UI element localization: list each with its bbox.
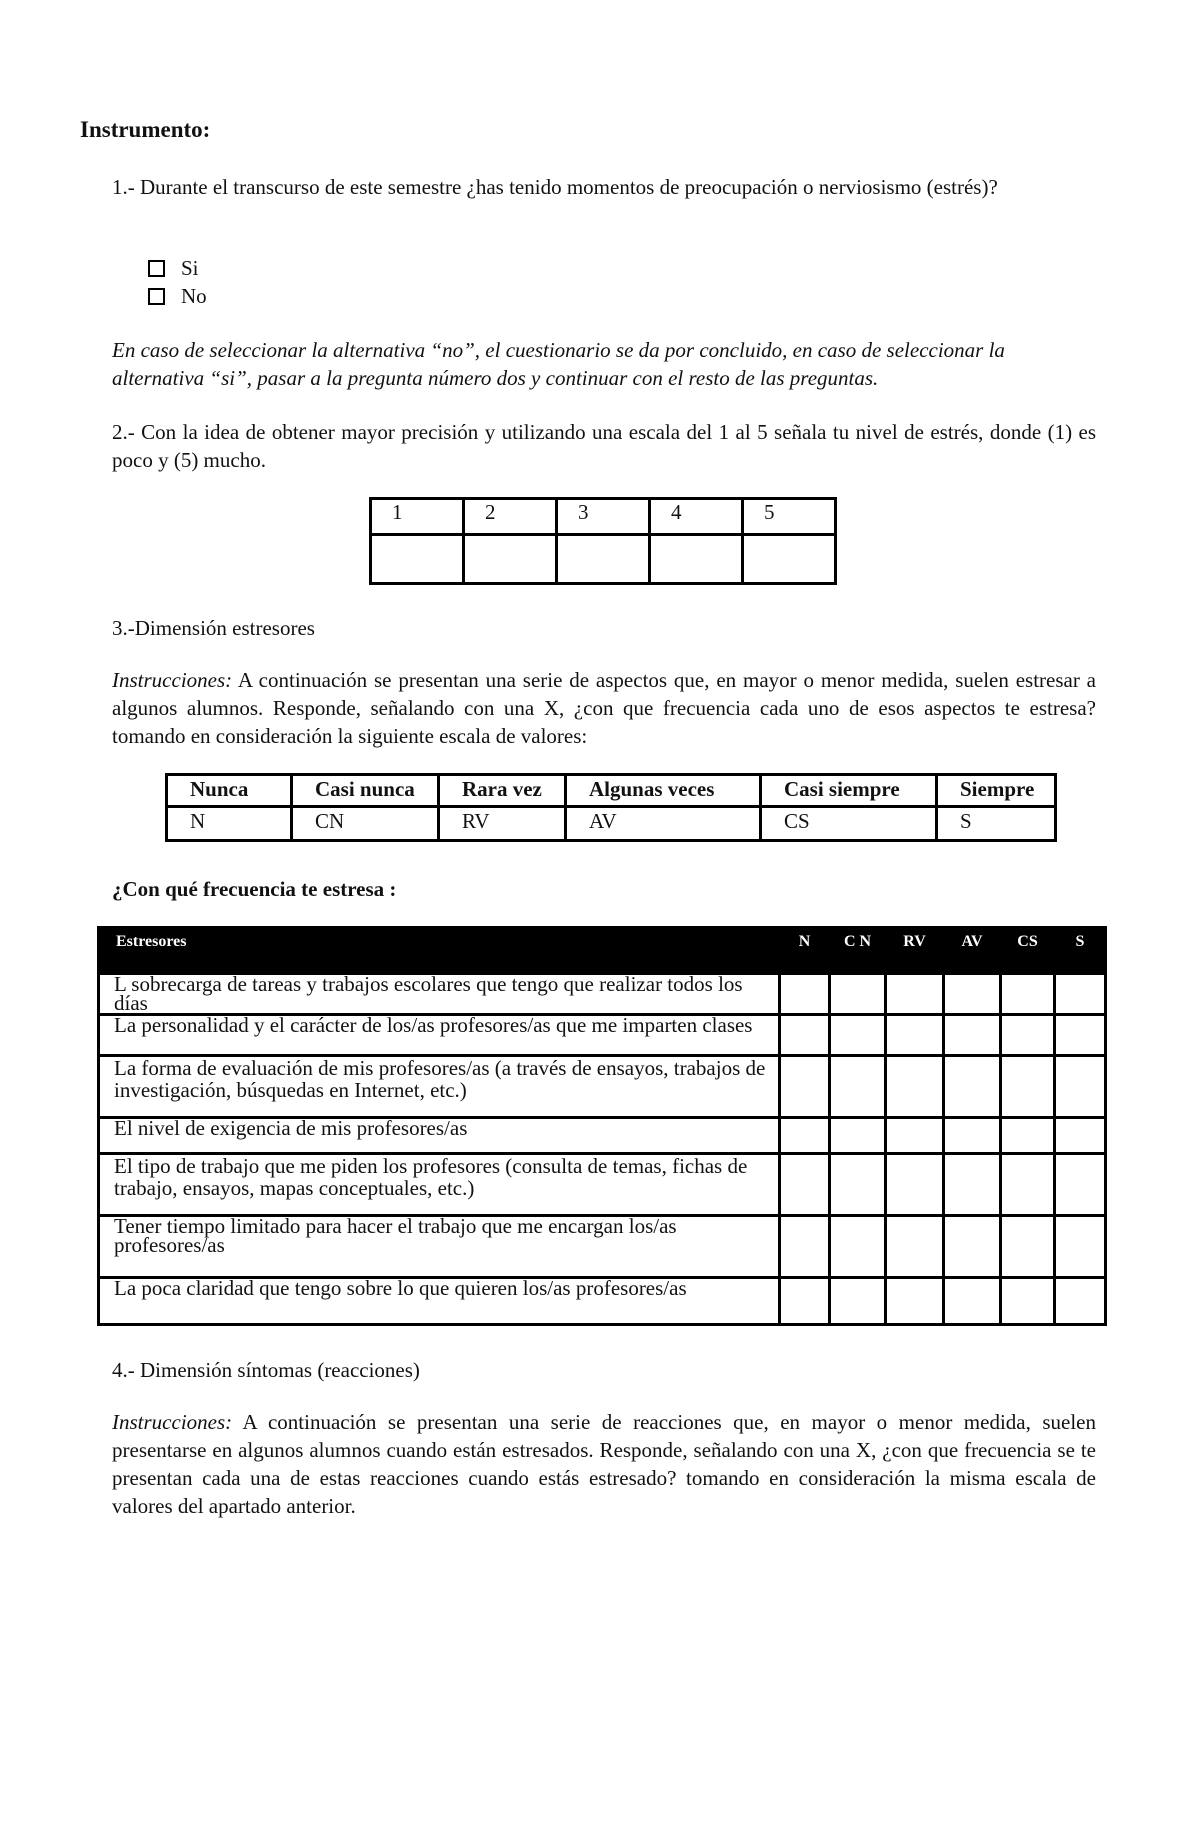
answer-cell[interactable] bbox=[1001, 1118, 1055, 1154]
answer-cell[interactable] bbox=[1001, 1056, 1055, 1118]
legend-code: RV bbox=[439, 807, 566, 841]
answer-cell[interactable] bbox=[1001, 1278, 1055, 1325]
answer-cell[interactable] bbox=[944, 1056, 1001, 1118]
answer-cell[interactable] bbox=[1055, 1015, 1106, 1056]
legend-header: Rara vez bbox=[439, 775, 566, 807]
answer-cell[interactable] bbox=[1001, 974, 1055, 1015]
stressor-label: La forma de evaluación de mis profesores/as (a través de ensayos, trabajos de investigación, búsquedas en Internet, etc.) bbox=[99, 1056, 780, 1118]
instructions-text: A continuación se presentan una serie de aspectos que, en mayor o menor medida, suelen estresar a algunos alumnos. Responde, señalando con una X, ¿con que frecuencia cada uno de esos aspectos te estresa? tomando en consideración la siguiente escala de valores: bbox=[112, 668, 1096, 748]
answer-cell[interactable] bbox=[886, 1118, 944, 1154]
legend-header: Casi siempre bbox=[761, 775, 937, 807]
answer-cell[interactable] bbox=[886, 1056, 944, 1118]
stressor-label: La poca claridad que tengo sobre lo que quieren los/as profesores/as bbox=[99, 1278, 780, 1325]
frequency-question: ¿Con qué frecuencia te estresa : bbox=[112, 877, 397, 901]
answer-cell[interactable] bbox=[830, 974, 886, 1015]
legend-code: N bbox=[167, 807, 292, 841]
option-si[interactable] bbox=[148, 255, 199, 281]
answer-cell[interactable] bbox=[944, 1118, 1001, 1154]
answer-cell[interactable] bbox=[1055, 1216, 1106, 1278]
answer-cell[interactable] bbox=[886, 974, 944, 1015]
stressors-table bbox=[97, 926, 1107, 1326]
scale-cell-3[interactable] bbox=[557, 535, 650, 584]
answer-cell[interactable] bbox=[780, 1216, 830, 1278]
scale-cell-4[interactable] bbox=[650, 535, 743, 584]
instructions-text: A continuación se presentan una serie de reacciones que, en mayor o menor medida, suelen presentarse en algunos alumnos cuando están estresados. Responde, señalando con una X, ¿con que frecuencia se te presentan cada una de estas reacciones cuando estás estresado? tomando en consideración la misma escala de valores del apartado anterior. bbox=[112, 1410, 1096, 1518]
answer-cell[interactable] bbox=[1055, 1118, 1106, 1154]
question-3-title: 3.-Dimensión estresores bbox=[112, 616, 315, 640]
answer-cell[interactable] bbox=[830, 1056, 886, 1118]
answer-cell[interactable] bbox=[944, 974, 1001, 1015]
option-si-label: Si bbox=[181, 256, 199, 280]
stressor-label: L sobrecarga de tareas y trabajos escolares que tengo que realizar todos los días bbox=[99, 974, 780, 1015]
question-1-note: En caso de seleccionar la alternativa “no”, el cuestionario se da por concluido, en caso de seleccionar la alternativa “si”, pasar a la pregunta número dos y continuar con el resto de las preguntas. bbox=[112, 338, 1005, 390]
answer-cell[interactable] bbox=[1001, 1015, 1055, 1056]
answer-cell[interactable] bbox=[780, 974, 830, 1015]
answer-cell[interactable] bbox=[1055, 1278, 1106, 1325]
answer-cell[interactable] bbox=[780, 1015, 830, 1056]
stressor-label: La personalidad y el carácter de los/as profesores/as que me imparten clases bbox=[99, 1015, 780, 1056]
answer-cell[interactable] bbox=[944, 1154, 1001, 1216]
answer-cell[interactable] bbox=[830, 1015, 886, 1056]
legend-code: S bbox=[937, 807, 1056, 841]
checkbox-icon[interactable] bbox=[148, 260, 165, 277]
legend-header: Casi nunca bbox=[292, 775, 439, 807]
answer-cell[interactable] bbox=[886, 1154, 944, 1216]
answer-cell[interactable] bbox=[886, 1216, 944, 1278]
answer-cell[interactable] bbox=[780, 1118, 830, 1154]
frequency-legend-table bbox=[165, 773, 1057, 842]
question-4-title: 4.- Dimensión síntomas (reacciones) bbox=[112, 1358, 420, 1382]
column-header-cs: CS bbox=[1001, 928, 1055, 974]
scale-cell-5[interactable] bbox=[743, 535, 836, 584]
answer-cell[interactable] bbox=[1055, 1154, 1106, 1216]
answer-cell[interactable] bbox=[944, 1278, 1001, 1325]
question-3-instructions bbox=[112, 666, 1096, 750]
instructions-label: Instrucciones: bbox=[112, 668, 233, 692]
answer-cell[interactable] bbox=[780, 1154, 830, 1216]
answer-cell[interactable] bbox=[886, 1015, 944, 1056]
column-header-rv: RV bbox=[886, 928, 944, 974]
question-4-instructions bbox=[112, 1408, 1096, 1520]
answer-cell[interactable] bbox=[1055, 1056, 1106, 1118]
answer-cell[interactable] bbox=[944, 1216, 1001, 1278]
answer-cell[interactable] bbox=[944, 1015, 1001, 1056]
answer-cell[interactable] bbox=[780, 1278, 830, 1325]
answer-cell[interactable] bbox=[1001, 1216, 1055, 1278]
option-no-label: No bbox=[181, 284, 207, 308]
scale-label-4: 4 bbox=[650, 499, 743, 535]
legend-code: AV bbox=[566, 807, 761, 841]
checkbox-icon[interactable] bbox=[148, 288, 165, 305]
scale-label-1: 1 bbox=[371, 499, 464, 535]
stress-scale-table bbox=[369, 497, 837, 585]
column-header-stressors: Estresores bbox=[99, 928, 780, 974]
answer-cell[interactable] bbox=[830, 1216, 886, 1278]
legend-header: Nunca bbox=[167, 775, 292, 807]
legend-code: CS bbox=[761, 807, 937, 841]
instructions-label: Instrucciones: bbox=[112, 1410, 233, 1434]
column-header-cn: C N bbox=[830, 928, 886, 974]
legend-header: Algunas veces bbox=[566, 775, 761, 807]
legend-code: CN bbox=[292, 807, 439, 841]
scale-cell-2[interactable] bbox=[464, 535, 557, 584]
stressor-label: El tipo de trabajo que me piden los profesores (consulta de temas, fichas de trabajo, ensayos, mapas conceptuales, etc.) bbox=[99, 1154, 780, 1216]
stressor-label: Tener tiempo limitado para hacer el trabajo que me encargan los/as profesores/as bbox=[99, 1216, 780, 1278]
answer-cell[interactable] bbox=[886, 1278, 944, 1325]
column-header-av: AV bbox=[944, 928, 1001, 974]
scale-label-3: 3 bbox=[557, 499, 650, 535]
answer-cell[interactable] bbox=[830, 1118, 886, 1154]
answer-cell[interactable] bbox=[780, 1056, 830, 1118]
scale-label-5: 5 bbox=[743, 499, 836, 535]
option-no[interactable] bbox=[148, 283, 207, 309]
answer-cell[interactable] bbox=[830, 1154, 886, 1216]
scale-label-2: 2 bbox=[464, 499, 557, 535]
column-header-s: S bbox=[1055, 928, 1106, 974]
column-header-n: N bbox=[780, 928, 830, 974]
question-1-text: 1.- Durante el transcurso de este semestre ¿has tenido momentos de preocupación o nerviosismo (estrés)? bbox=[112, 175, 998, 199]
stressor-label: El nivel de exigencia de mis profesores/as bbox=[99, 1118, 780, 1154]
scale-cell-1[interactable] bbox=[371, 535, 464, 584]
question-2-text: 2.- Con la idea de obtener mayor precisión y utilizando una escala del 1 al 5 señala tu nivel de estrés, donde (1) es poco y (5) mucho. bbox=[112, 420, 1096, 472]
page-title: Instrumento: bbox=[80, 117, 211, 142]
answer-cell[interactable] bbox=[830, 1278, 886, 1325]
legend-header: Siempre bbox=[937, 775, 1056, 807]
answer-cell[interactable] bbox=[1055, 974, 1106, 1015]
answer-cell[interactable] bbox=[1001, 1154, 1055, 1216]
